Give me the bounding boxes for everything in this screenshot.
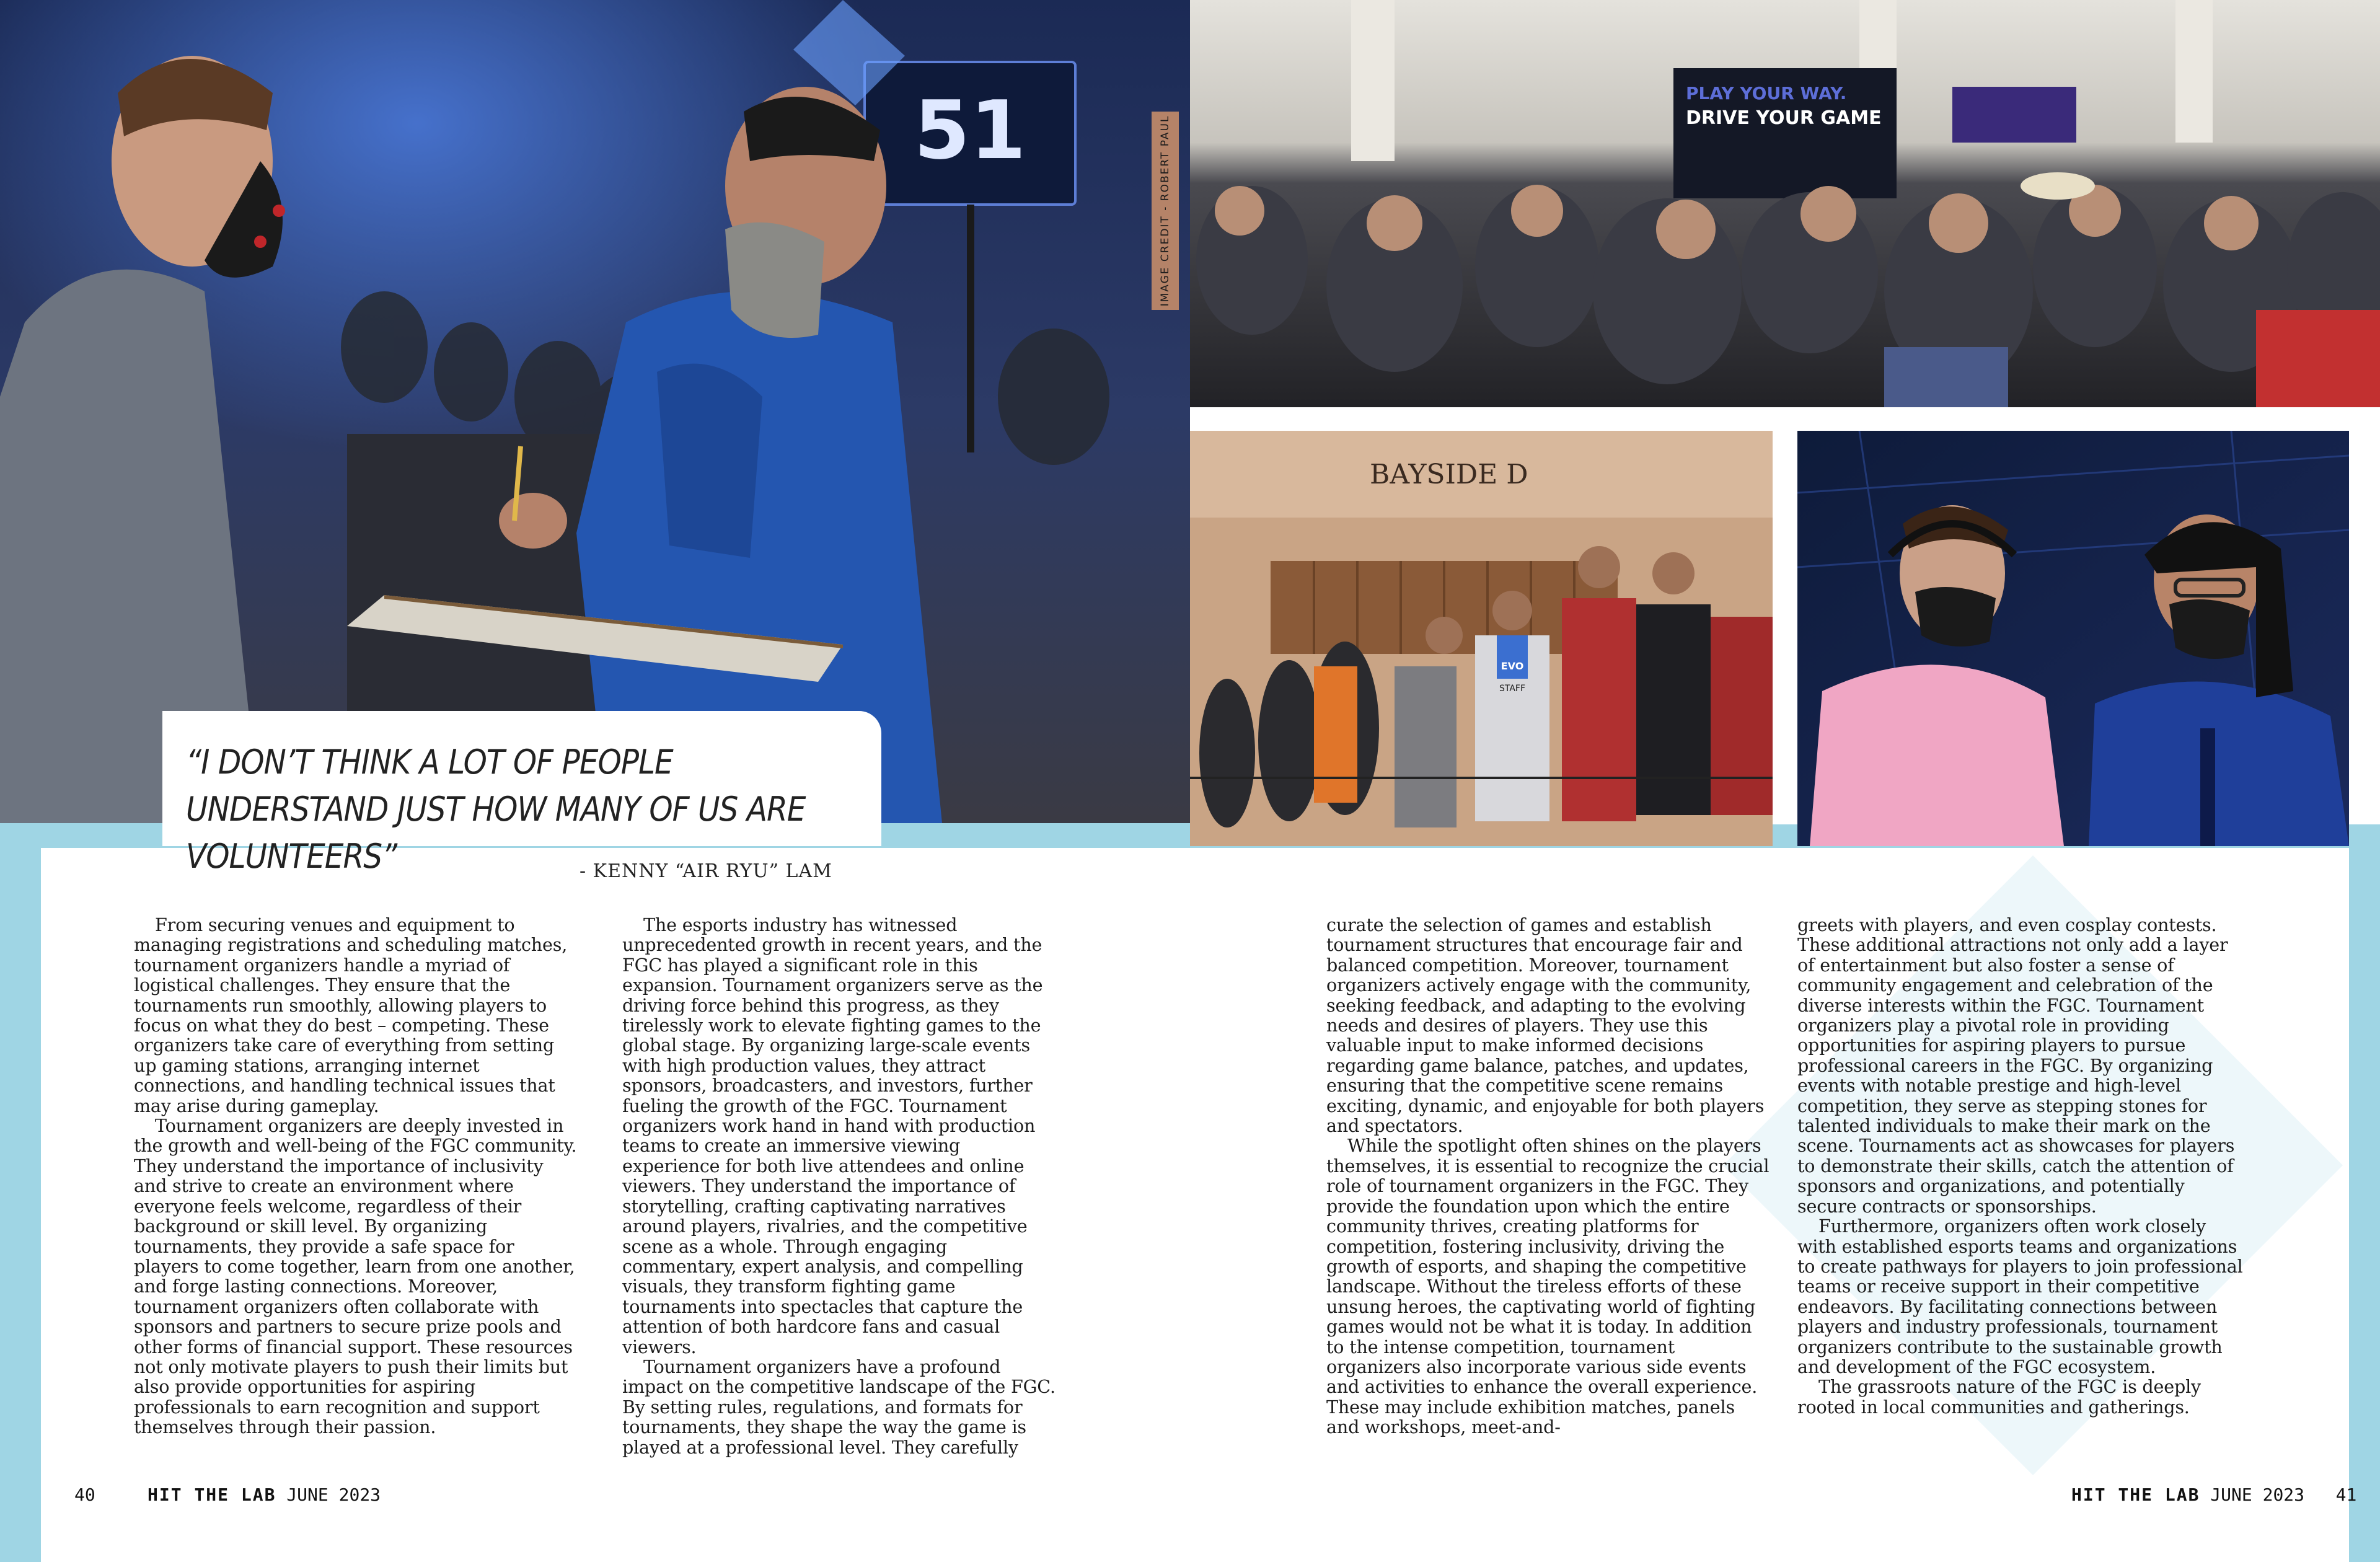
magazine-name-right: HIT THE LAB bbox=[2071, 1485, 2200, 1505]
paragraph: curate the selection of games and establish tournament structures that encourage fair and balanced competition. Moreover, tournament organizers actively engage with the community, seeking feedback, and adapting to the evolving needs and desires of players. They use this valuable input to make informed decisions regarding game balance, patches, and updates, ensuring that the competitive scene remains exciting, dynamic, and enjoyable for both players and spectators. bbox=[1326, 914, 1765, 1137]
photo-volunteers bbox=[0, 0, 1190, 823]
paragraph: greets with players, and even cosplay contests. These additional attractions not only add a layer of entertainment but also foster a sense of community engagement and celebration of the diverse interests within the FGC. Tournament organizers play a pivotal role in providing opportunities for aspiring players to pursue professional careers in the FGC. By organizing events with notable prestige and high-level competition, they serve as stepping stones for talented individuals to make their mark on the scene. Tournaments act as showcases for players to demonstrate their skills, catch the attention of sponsors and organizations, and potentially secure contracts or sponsorships. bbox=[1797, 914, 2235, 1217]
paragraph: Tournament organizers are deeply invested in the growth and well-being of the FGC community. They understand the importance of inclusivity and strive to create an environment where everyone feels welcome, regardless of their background or skill level. By organizing tournaments, they provide a safe space for players to come together, learn from one another, and forge lasting connections. Moreover, tournament organizers often collaborate with sponsors and partners to secure prize pools and other forms of financial support. These resources not only motivate players to push their limits but also provide opportunities for aspiring professionals to earn recognition and support themselves through their passion. bbox=[134, 1115, 577, 1438]
issue-date-left: JUNE 2023 bbox=[286, 1485, 381, 1505]
body-column-3 bbox=[1326, 915, 1773, 1437]
left-accent-band bbox=[0, 823, 41, 1562]
paragraph: Tournament organizers have a profound impact on the competitive landscape of the FGC. By setting rules, regulations, and formats for tournaments, they shape the way the game is played at a professional level. They carefully bbox=[622, 1356, 1056, 1458]
photo-queue-line bbox=[1190, 431, 1773, 846]
magazine-name-left: HIT THE LAB bbox=[148, 1485, 276, 1505]
issue-date-right: JUNE 2023 bbox=[2210, 1485, 2305, 1505]
body-column-2 bbox=[622, 915, 1056, 1457]
paragraph: While the spotlight often shines on the players themselves, it is essential to recognize the crucial role of tournament organizers in the FGC. They provide the foundation upon which the entire community thrives, creating platforms for competition, fostering inclusivity, driving the growth of esports, and shaping the competitive landscape. Without the tireless efforts of these unsung heroes, the captivating world of fighting games would not be what it is today. In addition to the intense competition, tournament organizers also incorporate various side events and activities to enhance the overall experience. These may include exhibition matches, panels and workshops, meet-and- bbox=[1326, 1135, 1770, 1438]
paragraph: Furthermore, organizers often work closely with established esports teams and organizations to create pathways for players to join professional teams or receive support in their competitive endeavors. By facilitating connections between players and industry professionals, tournament organizers contribute to the sustainable growth and development of the FGC ecosystem. bbox=[1797, 1216, 2243, 1377]
image-credit: IMAGE CREDIT - ROBERT PAUL bbox=[1152, 112, 1179, 310]
folio-right bbox=[2071, 1485, 2356, 1505]
room-sign: BAYSIDE D bbox=[1370, 459, 1528, 490]
paragraph: The grassroots nature of the FGC is deeply rooted in local communities and gatherings. bbox=[1797, 1376, 2201, 1418]
right-edge-band bbox=[2349, 824, 2380, 1562]
banner-line-1: PLAY YOUR WAY. bbox=[1686, 83, 1847, 104]
paragraph: From securing venues and equipment to managing registrations and scheduling matches, tournament organizers handle a myriad of logistical challenges. They ensure that the tournaments run smoothly, allowing players to focus on what they do best – competing. These organizers take care of everything from setting up gaming stations, arranging internet connections, and handling technical issues that may arise during gameplay. bbox=[134, 914, 568, 1116]
photo-commentators bbox=[1797, 431, 2349, 846]
page-number-left: 40 bbox=[74, 1485, 95, 1505]
folio-left bbox=[74, 1485, 381, 1505]
pull-quote: “I DON’T THINK A LOT OF PEOPLE UNDERSTAND JUST HOW MANY OF US ARE VOLUNTEERS” bbox=[186, 743, 806, 876]
body-column-4 bbox=[1797, 915, 2244, 1417]
pull-quote-attribution: - KENNY “AIR RYU” LAM bbox=[580, 860, 832, 882]
banner-line-2: DRIVE YOUR GAME bbox=[1686, 107, 1882, 129]
staff-shirt-label: STAFF bbox=[1499, 684, 1526, 694]
station-number-sign: 51 bbox=[914, 83, 1026, 177]
photo-crowd-hall bbox=[1190, 0, 2380, 407]
paragraph: The esports industry has witnessed unprecedented growth in recent years, and the FGC has played a significant role in this expansion. Tournament organizers serve as the driving force behind this progress, as they tirelessly work to elevate fighting games to the global stage. By organizing large-scale events with high production values, they attract sponsors, broadcasters, and investors, further fueling the growth of the FGC. Tournament organizers work hand in hand with production teams to create an immersive viewing experience for both live attendees and online viewers. They understand the importance of storytelling, crafting captivating narratives around players, rivalries, and the competitive scene as a whole. Through engaging commentary, expert analysis, and compelling visuals, they transform fighting game tournaments into spectacles that capture the attention of both hardcore fans and casual viewers. bbox=[622, 914, 1043, 1357]
page-number-right: 41 bbox=[2335, 1485, 2357, 1505]
body-column-1 bbox=[134, 915, 580, 1437]
staff-shirt-logo: EVO bbox=[1501, 660, 1524, 672]
